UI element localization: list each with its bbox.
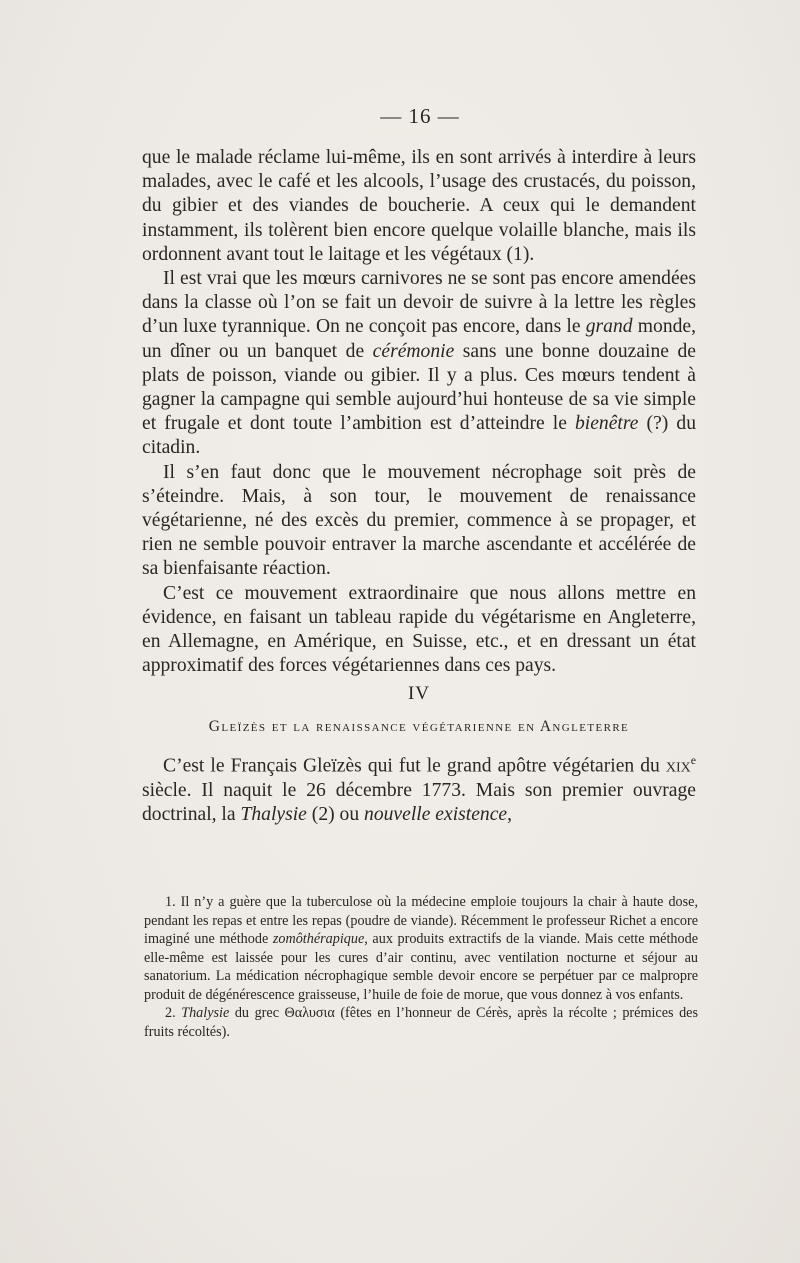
paragraph (142, 582, 696, 679)
text-segment: 2. (165, 1005, 182, 1021)
page-number: — 16 — (380, 104, 460, 128)
section-title: Gleïzès et la renaissance végétarienne en Angleterre (208, 717, 630, 735)
paragraph (142, 267, 696, 461)
italic-text: grand (585, 316, 633, 338)
text-segment: (2) ou (306, 803, 365, 825)
text-segment: xix (665, 755, 691, 777)
italic-text: cérémonie (372, 340, 455, 362)
paragraph-section-opening (142, 749, 696, 827)
text-segment: e (690, 753, 696, 767)
paragraph (142, 461, 696, 582)
footnotes (144, 893, 698, 1041)
main-text (142, 146, 696, 827)
text-segment: 1. Il n’y a guère que la tuberculose où la médecine emploie toujours la chair à haute dose, pendant les repas et entre les repas (poudre de viande). Récemment le professeur Richet a encore imaginé une méthode (144, 894, 698, 947)
text-segment: siècle. Il naquit le 26 décembre 1773. Mais son premier ouvrage doctrinal, la (142, 779, 696, 825)
text-segment: C’est ce mouvement extraordinaire que nous allons mettre en évidence, en faisant un tableau rapide du végétarisme en Angleterre, en Allemagne, en Amérique, en Suisse, etc., et en dressant un état approximatif des forces végétariennes dans ces pays. (142, 582, 696, 677)
footnote (144, 893, 698, 1004)
text-segment: , (507, 803, 512, 825)
text-segment: , aux produits extractifs de la viande. Mais cette méthode elle-même est laissée pour les cures d’air continu, avec ventilation nocturne et séjour au sanatorium. La médication nécrophagique semble devoir encore se perpétuer par ce malpropre produit de dégénérescence graisseuse, l’huile de foie de morue, que vous donnez à vos enfants. (144, 931, 698, 1003)
text-segment: C’est le Français Gleïzès qui fut le grand apôtre végétarien du (163, 755, 666, 777)
text-segment: sans une bonne douzaine de plats de poisson, viande ou gibier. Il y a plus. Ces mœurs tendent à gagner la campagne qui semble aujourd’hui honteuse de sa vie simple et frugale et dont toute l’ambition est d’atteindre le (142, 340, 696, 435)
italic-text: Thalysie (240, 803, 307, 825)
text-segment: Il s’en faut donc que le mouvement nécrophage soit près de s’éteindre. Mais, à son tour, le mouvement de renaissance végétarienne, né des excès du premier, commence à se propager, et rien ne semble pouvoir entraver la marche ascendante et accélérée de sa bienfaisante réaction. (142, 461, 696, 580)
text-segment: monde, un dîner ou un banquet de (142, 316, 697, 362)
text-segment: Il est vrai que les mœurs carnivores ne se sont pas encore amendées dans la classe où l’on se fait un devoir de suivre à la lettre les règles d’un luxe tyrannique. On ne conçoit pas encore, dans le (142, 268, 696, 338)
italic-text: zomôthérapique (272, 931, 365, 947)
text-segment: que le malade réclame lui-même, ils en sont arrivés à interdire à leurs malades, avec le café et les alcools, l’usage des crustacés, du poisson, du gibier et des viandes de boucherie. A ceux qui le demandent instamment, ils tolèrent bien encore quelque volaille blanche, mais ils ordonnent avant tout le laitage et les végétaux (1). (142, 147, 696, 265)
text-segment: (?) du citadin. (142, 413, 696, 459)
text-segment: du grec Θαλυσια (fêtes en l’honneur de Cérès, après la récolte ; prémices des fruits récoltés). (144, 1005, 698, 1040)
italic-text: nouvelle existence (364, 803, 508, 825)
section-number: IV (407, 683, 431, 705)
paragraph (142, 146, 696, 267)
italic-text: Thalysie (181, 1005, 230, 1021)
italic-text: bienêtre (574, 413, 639, 435)
footnote (144, 1004, 698, 1041)
